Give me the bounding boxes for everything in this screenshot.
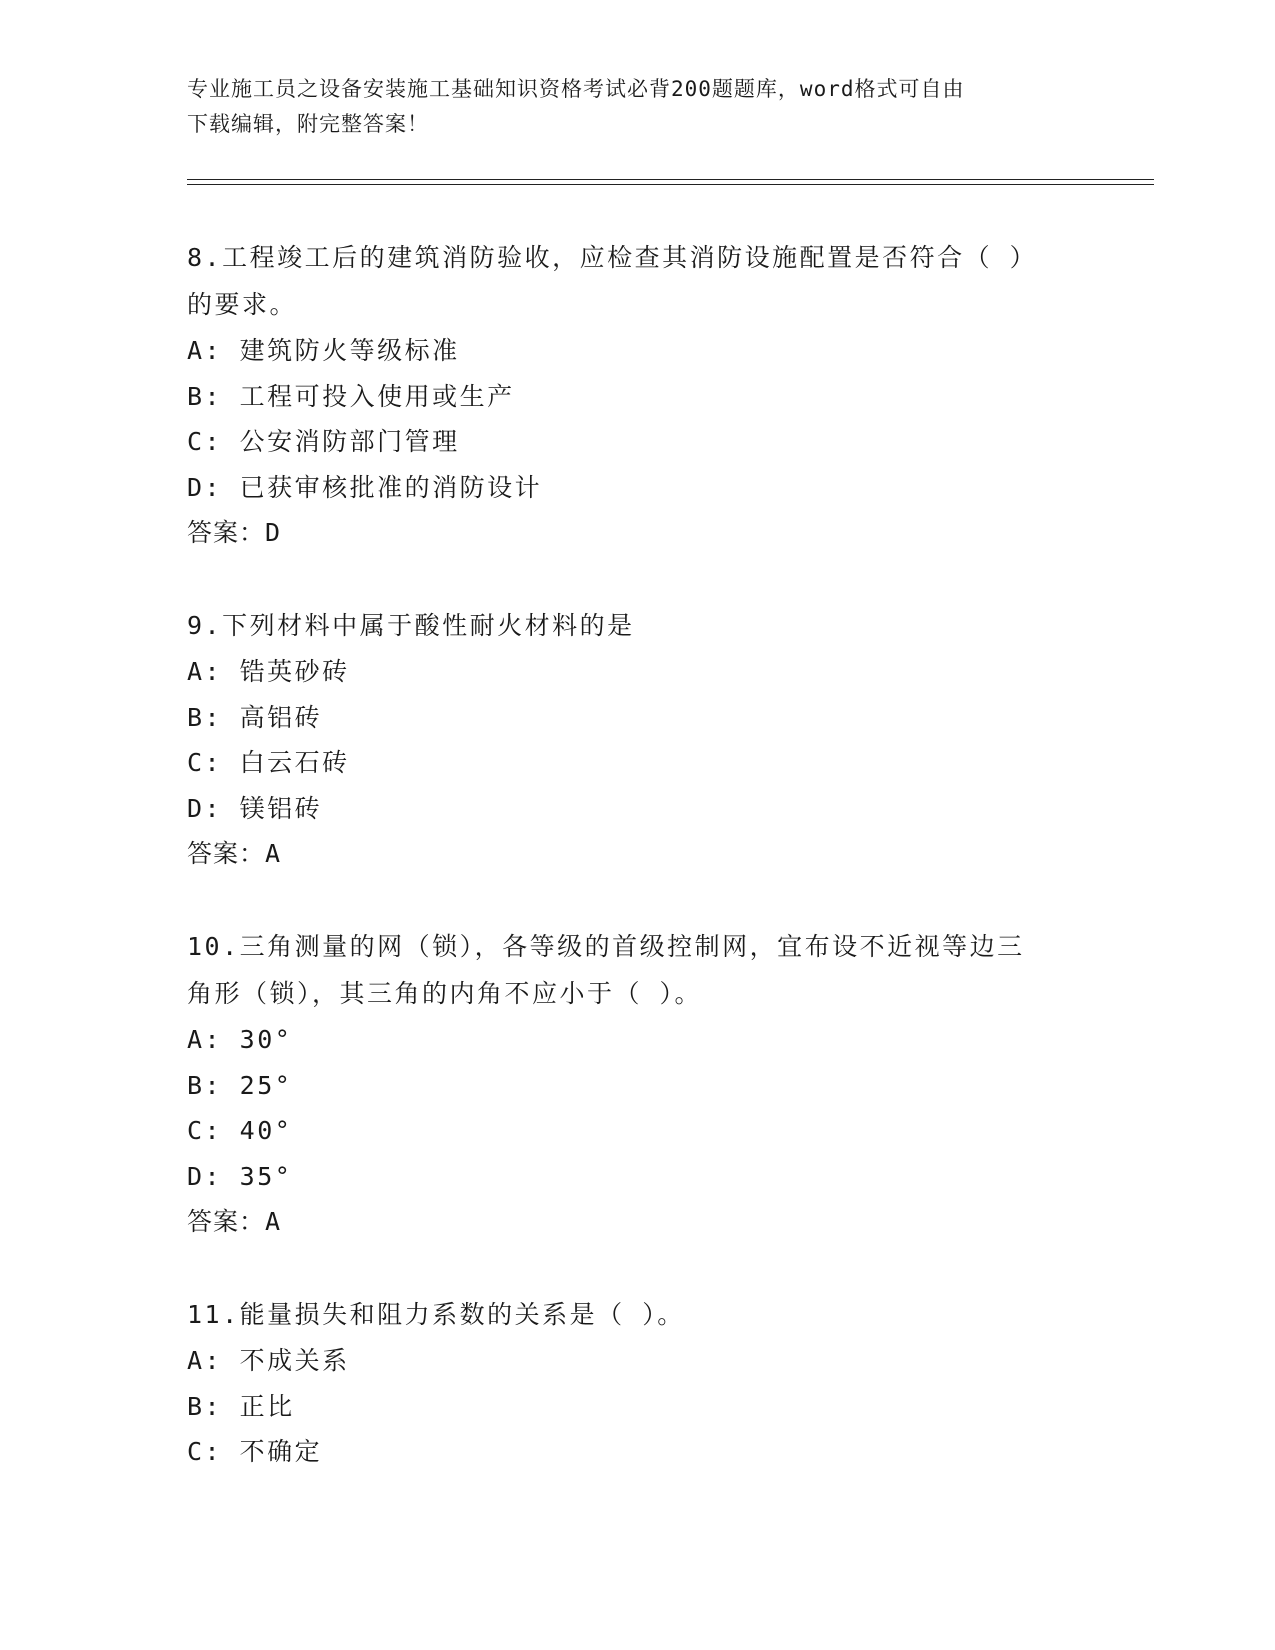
option-b: B: 正比 <box>187 1391 295 1421</box>
question-10 <box>187 923 1087 1245</box>
question-9 <box>187 602 1087 877</box>
option-a: A: 锆英砂砖 <box>187 657 350 686</box>
question-stem: 8.工程竣工后的建筑消防验收，应检查其消防设施配置是否符合（ ） <box>187 243 1038 272</box>
header-line-2: 下载编辑，附完整答案！ <box>187 112 429 136</box>
question-11 <box>187 1291 1087 1475</box>
option-c: C: 公安消防部门管理 <box>187 427 460 456</box>
option-a: A: 不成关系 <box>187 1346 350 1375</box>
option-b: B: 高铝砖 <box>187 702 323 732</box>
option-d: D: 35° <box>187 1161 293 1191</box>
header-divider-top <box>187 179 1154 180</box>
question-stem-continued: 的要求。 <box>187 290 298 319</box>
header-line-1: 专业施工员之设备安装施工基础知识资格考试必背200题题库，word格式可自由 <box>187 77 965 101</box>
option-b: B: 工程可投入使用或生产 <box>187 381 515 411</box>
option-d: D: 镁铝砖 <box>187 793 323 823</box>
answer: 答案：D <box>187 518 282 547</box>
option-a: A: 30° <box>187 1025 293 1054</box>
answer: 答案：A <box>187 839 282 868</box>
question-stem: 9.下列材料中属于酸性耐火材料的是 <box>187 611 635 640</box>
option-d: D: 已获审核批准的消防设计 <box>187 472 543 502</box>
option-b: B: 25° <box>187 1070 293 1100</box>
question-8 <box>187 234 1087 556</box>
header-divider-bottom <box>187 184 1154 185</box>
question-stem: 11.能量损失和阻力系数的关系是（ ）。 <box>187 1300 685 1329</box>
answer: 答案：A <box>187 1207 282 1236</box>
option-a: A: 建筑防火等级标准 <box>187 336 460 365</box>
option-c: C: 白云石砖 <box>187 748 350 777</box>
question-list <box>187 234 1087 1521</box>
document-header <box>187 72 1087 142</box>
option-c: C: 不确定 <box>187 1437 323 1466</box>
option-c: C: 40° <box>187 1116 293 1145</box>
question-stem-continued: 角形（锁），其三角的内角不应小于（ ）。 <box>187 979 703 1008</box>
question-stem: 10.三角测量的网（锁），各等级的首级控制网，宜布设不近视等边三 <box>187 932 1025 961</box>
